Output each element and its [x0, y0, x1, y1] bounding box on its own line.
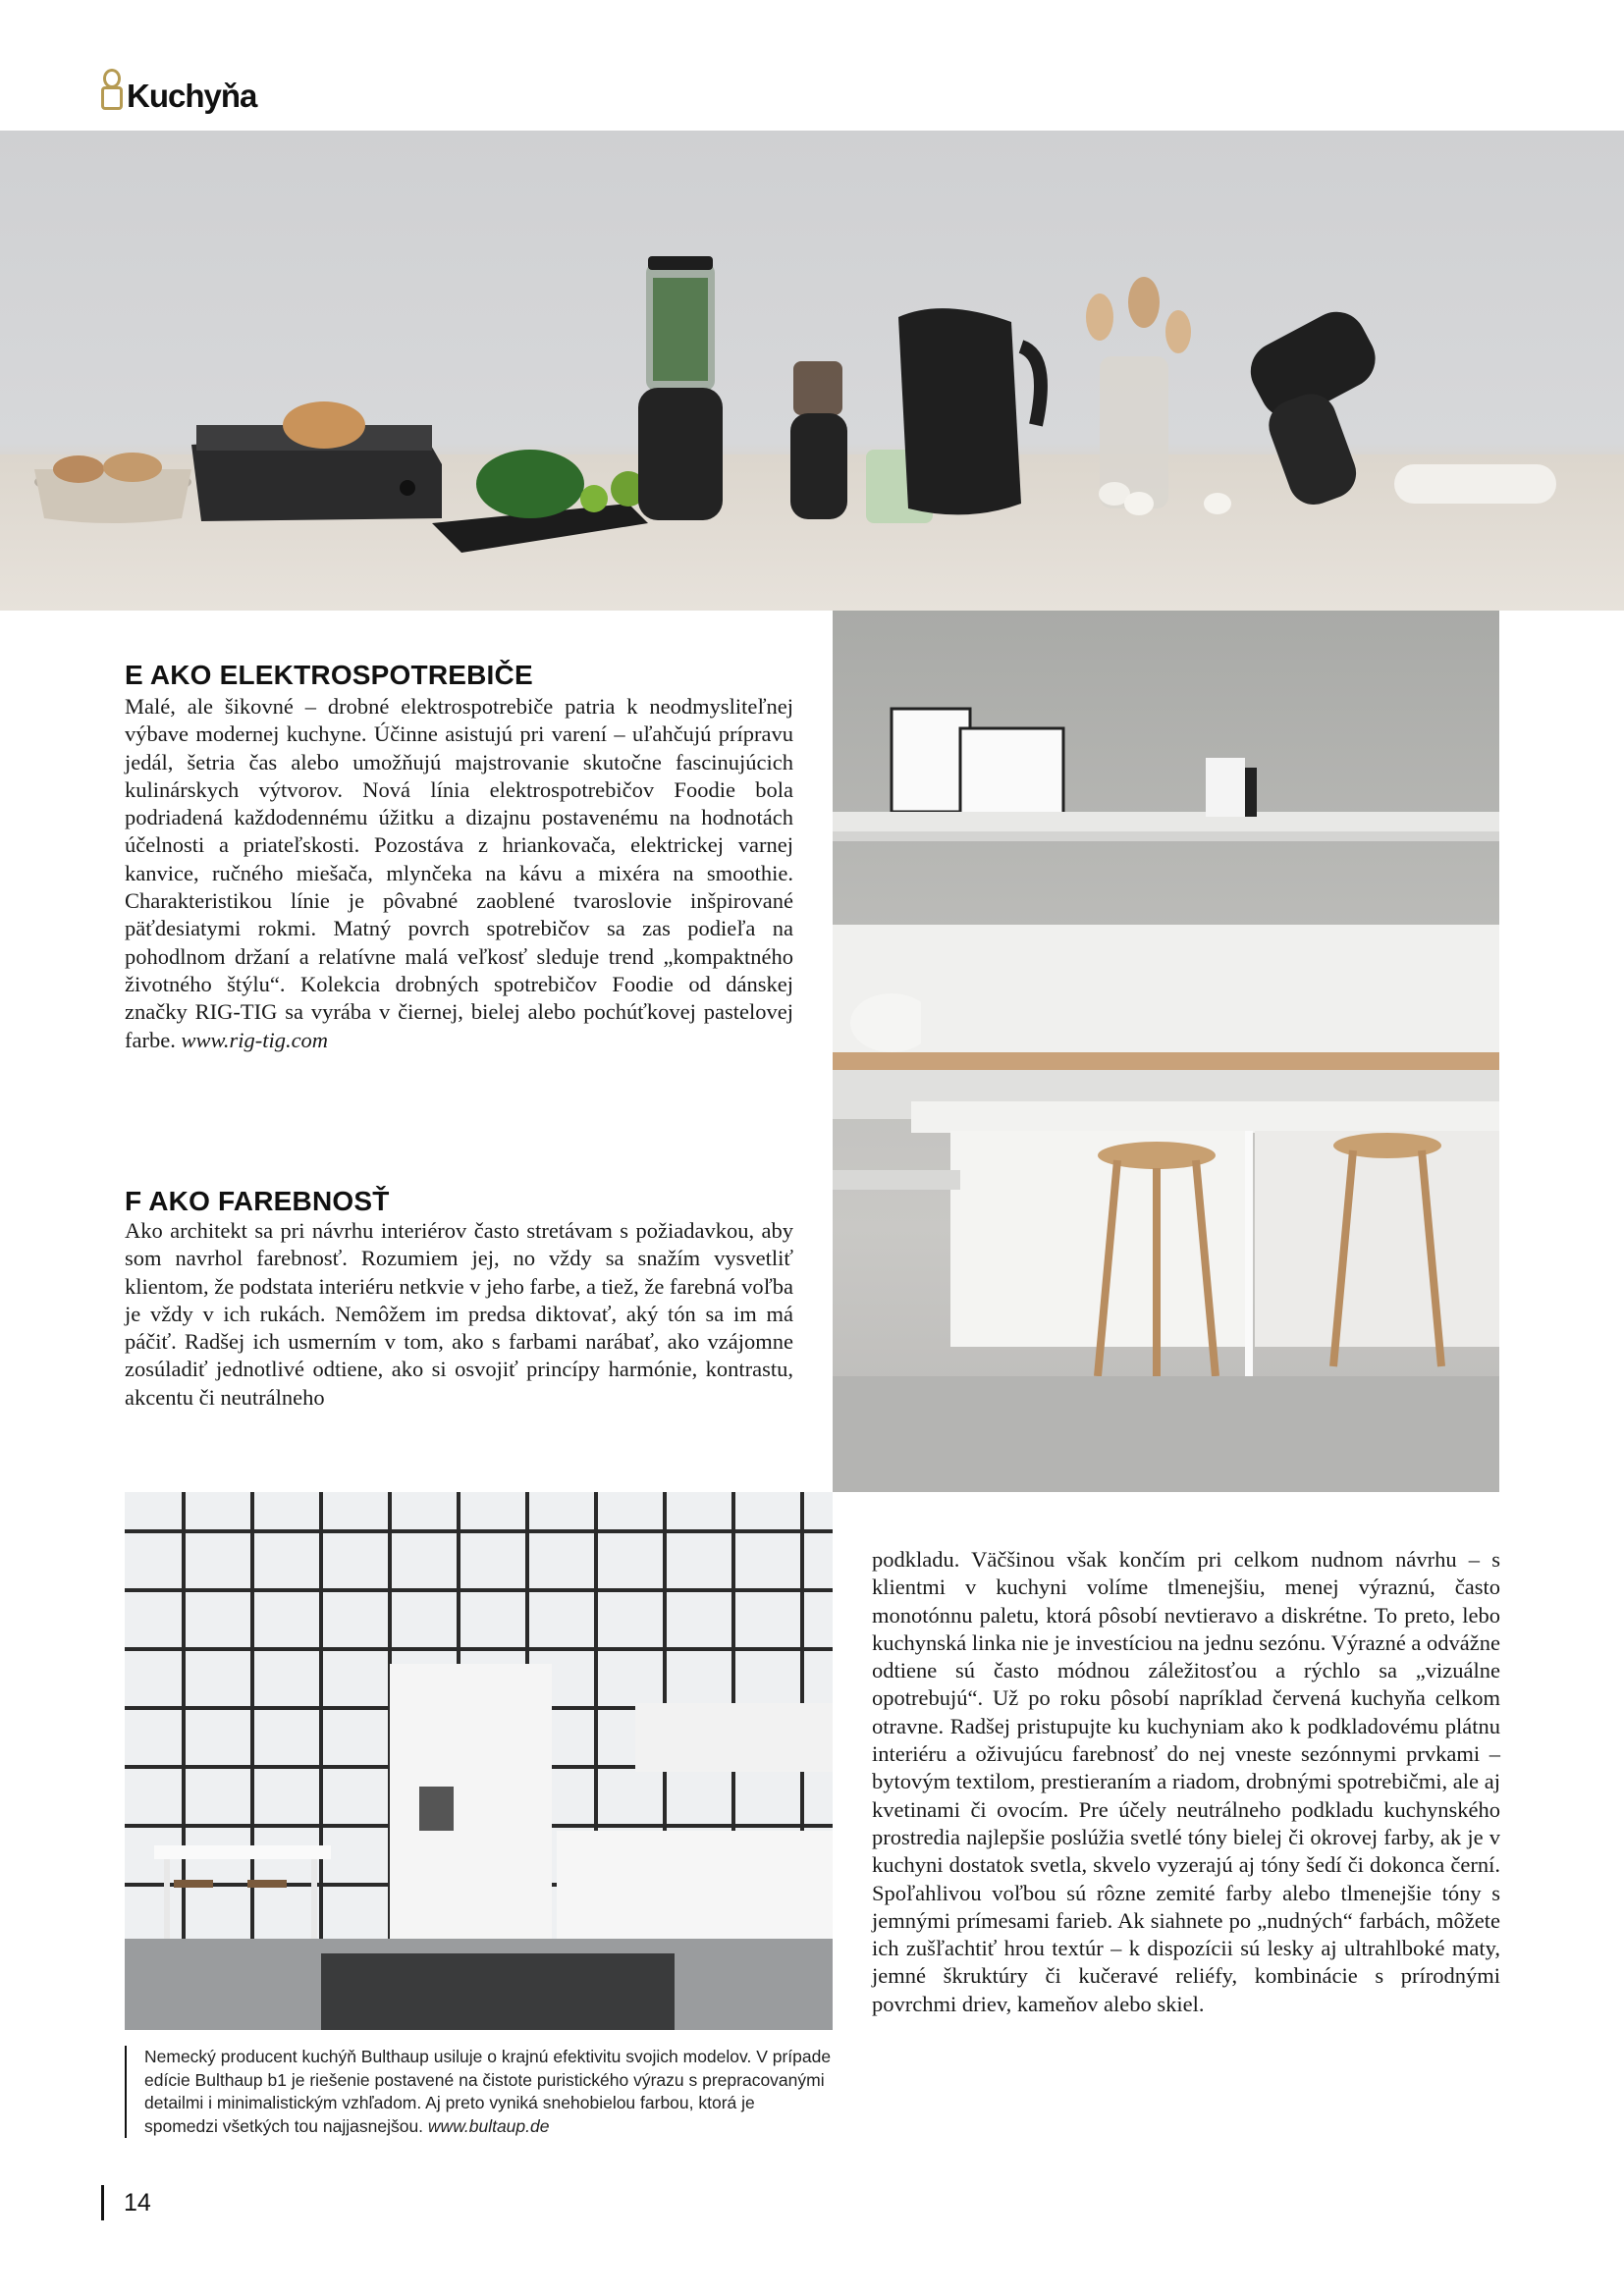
magazine-logo	[101, 57, 256, 112]
logo-wordmark: Kuchyňa	[127, 78, 257, 114]
text-elektrospotrebice: Malé, ale šikovné – drobné elektrospotrebiče patria k neodmysliteľnej výbave modernej kuchyne. Účinne asistujú pri varení – uľahčujú prípravu jedál, šetria čas alebo umožňujú majstrovanie skutočne fascinujúcich kulinárskych výtvorov. Nová línia elektrospotrebičov Foodie bola podriadená každodennému úžitku a dizajnu postavenému na hodnotách účelnosti a priateľskosti. Pozostáva z hriankovača, elektrickej varnej kanvice, ručného miešača, mlynčeka na kávu a mixéra na smoothie. Charakteristikou línie je pôvabné zaoblené tvaroslovie inšpirované päťdesiatymi rokmi. Matný povrch spotrebičov sa zas podieľa na pohodlnom držaní a relatívne malá veľkosť sleduje trend „kompaktného životného štýlu“. Kolekcia drobných spotrebičov Foodie od dánskej značky RIG-TIG sa vyrába v čiernej, bielej alebo pochúťkovej pastelovej farbe. www.rig-tig.com	[125, 694, 793, 1052]
photo-caption: Nemecký producent kuchýň Bulthaup usiluje o krajnú efektivitu svojich modelov. V prípade edície Bulthaup b1 je riešenie postavené na čistote puristického výrazu s prepracovanými detailmi i minimalistickým vzhľadom. Aj preto vyniká snehobielou farbou, ktorá je spomedzi všetkých tou najjasnejšou. www.bultaup.de	[125, 2046, 832, 2138]
heading-elektrospotrebice: E AKO ELEKTROSPOTREBIČE	[125, 660, 533, 690]
page-number: 14	[101, 2185, 151, 2220]
text-farebnost-part2: podkladu. Väčšinou však končím pri celkom nudnom návrhu – s klientmi v kuchyni volíme tlmenejšiu, menej výraznú, často monotónnu paletu, ktorá pôsobí nevtieravo a diskrétne. To preto, lebo kuchynská linka nie je investíciou na jednu sezónu. Výrazné a odvážne odtiene sú často módnou záležitosťou a rýchlo sa „vizuálne opotrebujú“. Už po roku pôsobí napríklad červená kuchyňa celkom otravne. Radšej pristupujte ku kuchyniam ako k podkladovému plátnu interiéru a oživujúcu farebnosť do nej vneste sezónnymi prvkami – bytovým textilom, prestieraním a riadom, drobnými spotrebičmi, ale aj kvetinami či ovocím. Pre účely neutrálneho podkladu kuchynského prostredia najlepšie poslúžia svetlé tóny bielej či okrovej farby, ak je v kuchyni dostatok svetla, skvelo vyzerajú aj tóny šedí či dokonca černí. Spoľahlivou voľbou sú rôzne zemité farby alebo tlmenejšie tóny s jemnými prímesami farieb. Ak siahnete po „nudných“ farbách, môžete ich zušľachtiť hrou textúr – k dispozícii sú lesky aj ultrahlboké maty, jemné škruktúry či kučeravé reliéfy, kombinácie s prírodnými povrchmi driev, kameňov alebo skiel.	[872, 1547, 1500, 2016]
link-rig-tig[interactable]: www.rig-tig.com	[181, 1027, 329, 1052]
photo-kitchen-stools	[833, 611, 1499, 1492]
heading-farebnost: F AKO FAREBNOSŤ	[125, 1186, 390, 1216]
logo-mark-icon	[101, 65, 125, 112]
hero-photo-appliances	[0, 131, 1624, 611]
text-farebnost-part1: Ako architekt sa pri návrhu interiérov často stretávam s požiadavkou, aby som navrhol farebnosť. Rozumiem jej, no vždy sa snažím vysvetliť klientom, že podstata interiéru netkvie v jeho farbe, a tiež, že farebná voľba je vždy v ich rukách. Nemôžem im predsa diktovať, aký tón sa im má páčiť. Radšej ich usmerním v tom, ako s farbami narábať, ako vzájomne zosúladiť jednotlivé odtiene, ako si osvojiť princípy harmónie, kontrastu, akcentu či neutrálneho	[125, 1218, 793, 1410]
link-bultaup[interactable]: www.bultaup.de	[427, 2115, 550, 2136]
photo-bulthaup-kitchen	[125, 1492, 833, 2030]
